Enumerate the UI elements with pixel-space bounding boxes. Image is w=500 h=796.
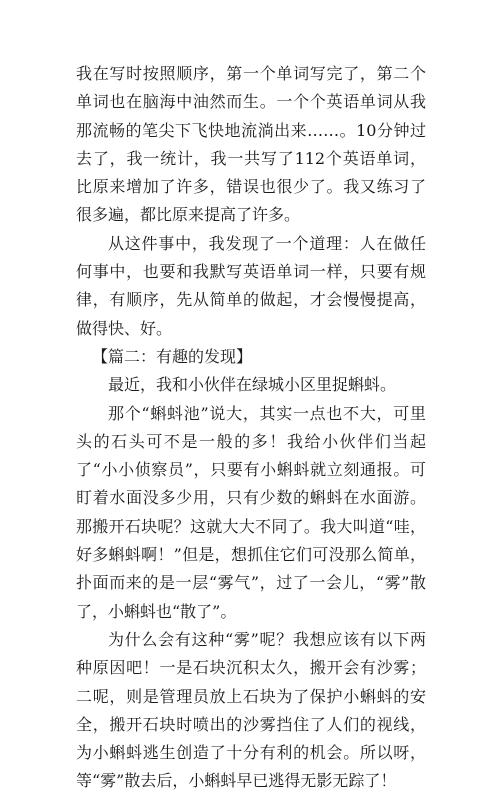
section-paragraph-1: 最近，我和小伙伴在绿城小区里捉蝌蚪。 <box>108 375 397 395</box>
section-paragraph-2: 那个“蝌蚪池”说大，其实一点也不大，可里头的石头可不是一般的多！我给小伙伴们当起了“小小侦察员”，只要有小蝌蚪就立刻通报。可盯着水面没多少用，只有少数的蝌蚪在水面游。那搬开石块呢？这就大大不同了。我大叫道“哇，好多蝌蚪啊！”但是，想抓住它们可没那么简单，扑面而来的是一层“雾气”，过了一会儿，“雾”散了，小蝌蚪也“散了”。 <box>76 403 426 621</box>
section-paragraph-3: 为什么会有这种“雾”呢？我想应该有以下两种原因吧！一是石块沉积太久，搬开会有沙雾；二呢，则是管理员放上石块为了保护小蝌蚪的安全，搬开石块时喷出的沙雾挡住了人们的视线，为小蝌蚪逃生创造了十分有利的机会。所以呀，等“雾”散去后，小蝌蚪早已逃得无影无踪了！ <box>76 629 426 791</box>
document-body <box>76 60 426 796</box>
paragraph-2: 从这件事中，我发现了一个道理：人在做任何事中，也要和我默写英语单词一样，只要有规律，有顺序，先从简单的做起，才会慢慢提高，做得快、好。 <box>76 233 426 338</box>
paragraph-1: 我在写时按照顺序，第一个单词写完了，第二个单词也在脑海中油然而生。一个个英语单词从我那流畅的笔尖下飞快地流淌出来……。10分钟过去了，我一统计，我一共写了112个英语单词，比原来增加了许多，错误也很少了。我又练习了很多遍，都比原来提高了许多。 <box>76 64 426 225</box>
section-heading: 【篇二：有趣的发现】 <box>92 346 253 366</box>
